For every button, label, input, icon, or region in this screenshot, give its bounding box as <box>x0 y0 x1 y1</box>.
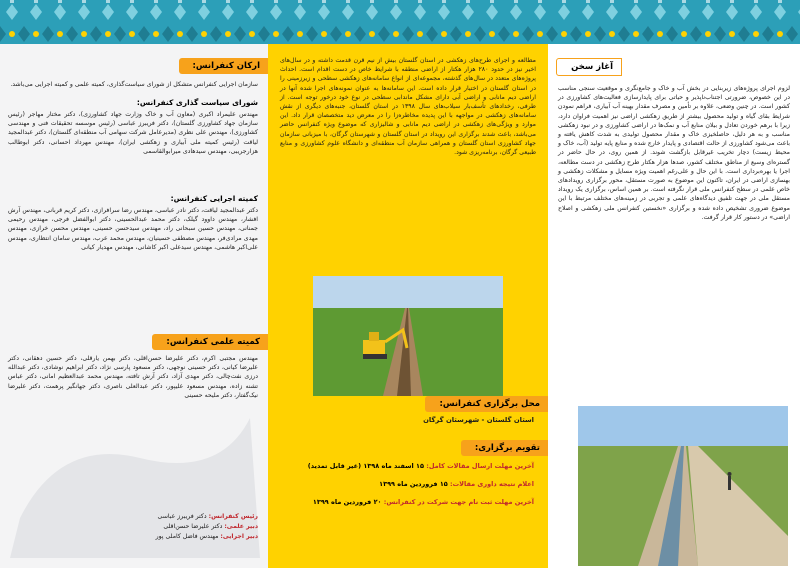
exec-title: کمیته اجرایی کنفرانس: <box>170 194 258 203</box>
date-item: آخرین مهلت ثبت نام جهت شرکت در کنفرانس: ۲۰ فروردین ماه ۱۳۹۹ <box>312 498 534 506</box>
header-pattern <box>0 0 800 44</box>
schedule-title: تقویم برگزاری: <box>461 440 548 456</box>
role-item: رئیس کنفرانس: دکتر فریبرز عباسی <box>157 513 258 520</box>
exec-members: دکتر عبدالمجید لیاقت، دکتر نادر عباسی، مهندس رضا سرافرازی، دکتر کریم قربانی، مهندس آرش افشار، مهندس داوود گیلک، دکتر محمد عبدالحسینی، دکتر ابوالفضل فرجی، مهندس رحیمی جمنانی، مهندس حسین سبحانی راد، مهندس سیدحسن حسینی، مهندس محسن خرازی، مهندس مهدی مرادی‌فر، مهندس مصطفی حسینیان، مهندس محمد عرب، مهندس سامان انتظاری، مهندس علی‌اکبر هاشمی، مهندس سیدعلی اکبر کاشانی، مهندس مهدیار کیانی <box>8 207 258 251</box>
drainage-canal-photo <box>578 406 788 566</box>
middle-column <box>268 44 548 568</box>
intro-title: آغاز سخن <box>556 58 622 76</box>
pillars-intro: سازمان اجرایی کنفرانس متشکل از شورای سیاست‌گذاری، کمیته علمی و کمیته اجرایی می‌باشد. <box>10 81 258 88</box>
middle-body: مطالعه و اجرای طرح‌های زهکشی در استان گلستان بیش از نیم قرن قدمت داشته و در سال‌های اخیر نیز در حدود ۲۸۰ هزار هکتار از اراضی منطقه با شرایط خاص در دست اقدام است. احداث پروژه‌های متعدد در سال‌های گذشته، مجموعه‌ای از انواع سامانه‌های زهکشی سطحی و زیرزمینی را در استان گلستان در اختیار قرار داده است. این سامانه‌ها به عنوان نمونه‌های اجرا شده آنها در اراضی دیم مانابی و اراضی آبی دارای مشکل ماندابی سطحی در نوع خود درخور توجه است. از طرفی، رخدادهای تأسف‌بار سیلاب‌های سال ۱۳۹۸ در استان گلستان، جنبه‌های دیگری از نقش سامانه‌های زهکشی در مواجهه با این پدیده مخاطره‌زا را در معرض دید متخصصان قرار داد. این موارد و ویژگی‌های زهکشی در اراضی دیم مانابی و شالیزاری که موضوع ویژه کنفرانس حاضر می‌باشد، باعث شدند برگزاری این رویداد در استان گلستان و شهرستان گرگان، با میزبانی سازمان جهاد کشاورزی استان گلستان و همراهی سازمان آب منطقه‌ای و دانشگاه علوم کشاورزی و منابع طبیعی گرگان، برنامه‌ریزی شود. <box>280 57 536 157</box>
drainage-excavation-photo <box>313 276 503 396</box>
venue-text: استان گلستان - شهرستان گرگان <box>423 416 534 424</box>
pattern-graphic <box>0 0 800 44</box>
date-item: آخرین مهلت ارسال مقالات کامل: ۱۵ اسفند ماه ۱۳۹۸ (غیر قابل تمدید) <box>307 462 534 470</box>
venue-title: محل برگزاری کنفرانس: <box>425 396 548 412</box>
pillars-column <box>0 44 268 568</box>
policy-title: شورای سیاست گذاری کنفرانس: <box>136 98 258 107</box>
pillars-title: ارکان کنفرانس: <box>179 58 269 74</box>
role-item: دبیر علمی: دکتر علیرضا حسن‌اقلی <box>163 523 258 530</box>
intro-column <box>548 44 800 568</box>
role-item: دبیر اجرایی: مهندس فاضل کاملی پور <box>155 533 258 540</box>
date-item: اعلام نتیجه داوری مقالات: ۱۵ فروردین ماه ۱۳۹۹ <box>379 480 534 488</box>
sci-members: مهندس مجتبی اکرم، دکتر علیرضا حسن‌اقلی، دکتر بهمن یارقلی، دکتر حسین دهقانی، دکتر علیرضا کیانی، دکتر حسینی نوجهی، دکتر مسعود پارسی نژاد، دکتر ابراهیم نوشادی، دکتر عبدالله درزی نفت‌چالی، دکتر مهدی آزاد، دکتر آرش تافته، مهندس محمد عبدالعظیم امانی، دکتر عباس تشنه زاده، مهندس مسعود علیپور، دکتر عبدالعلی ناصری، دکتر جهانگیر پرهمت، دکتر علیرضا نیک‌گفتار، دکتر ملیحه حسینی <box>8 355 258 399</box>
policy-members: مهندس علیمراد اکبری (معاون آب و خاک وزارت جهاد کشاورزی)، دکتر مختار مهاجر (رئیس سازمان جهاد کشاورزی گلستان)، دکتر فریبرز عباسی (رئیس موسسه تحقیقات فنی و مهندسی کشاورزی)، مهندس علی نظری (مدیرعامل شرکت سهامی آب منطقه‌ای گلستان)، دکتر عبدالمجید لیاقت (رئیس کمیته ملی آبیاری و زهکشی ایران)، مهندس مهرداد احسانی، دکتر ابوطالب هزارجریبی، مهندس سیدهادی میرابوالقاسمی <box>8 111 258 155</box>
intro-body: لزوم اجرای پروژه‌های زیربنایی در بخش آب و خاک و جامع‌نگری و موقعیت سنجی مناسب در این خصوص، ضرورتی اجتناب‌ناپذیر و حیاتی برای پایدارسازی فعالیت‌های کشاورزی در کشور است. در چنین وضعی، علاوه بر تأمین و مصرف مقدار بهینه آب آبیاری، فراهم نمودن شرایط بقای گیاه و تولید محصول بیشتر از طریق زهکشی اراضی نیز اهمیت فراوان دارد، زیرا با برهم خوردن تعادل و بیلان منابع آب و نمک‌ها در اراضی کشاورزی و در نبود زهکشی مناسب و به هر دلیل، حاصلخیزی خاک و مقدار محصول تولیدی به شدت کاهش یافته و باعث می‌شود کشاورزی از حالت اقتصادی و پایدار خارج شده و منابع پایه تولید (آب، خاک و محیط زیست) دچار تخریب غیرقابل بازگشت شوند. از همین روی، در حال حاضر در گستره‌ای وسیع از مناطق مختلف کشور، صدها هزار هکتار طرح زهکشی در دست مطالعه، اجرا یا بهره‌برداری است. با این حال و علی‌رغم اهمیت ویژه مسایل و مشکلات زهکشی و بهسازی اراضی در ایران، تاکنون این موضوع به صورت مستقل، محور برگزاری رویدادهای خاص علمی در سطح کنفرانس ملی قرار نگرفته است. بر همین اساس، برگزاری یک رویداد مستقل ملی در جهت تلفیق دیدگاه‌های علمی و تجربی در زمینه‌های مختلف مرتبط با این موضوع ضروری تشخیص داده شده و برگزاری «نخستین کنفرانس ملی زهکشی و اصلاح اراضی» در دستور کار قرار گرفت. <box>558 85 790 221</box>
sci-title: کمیته علمی کنفرانس: <box>152 334 268 350</box>
